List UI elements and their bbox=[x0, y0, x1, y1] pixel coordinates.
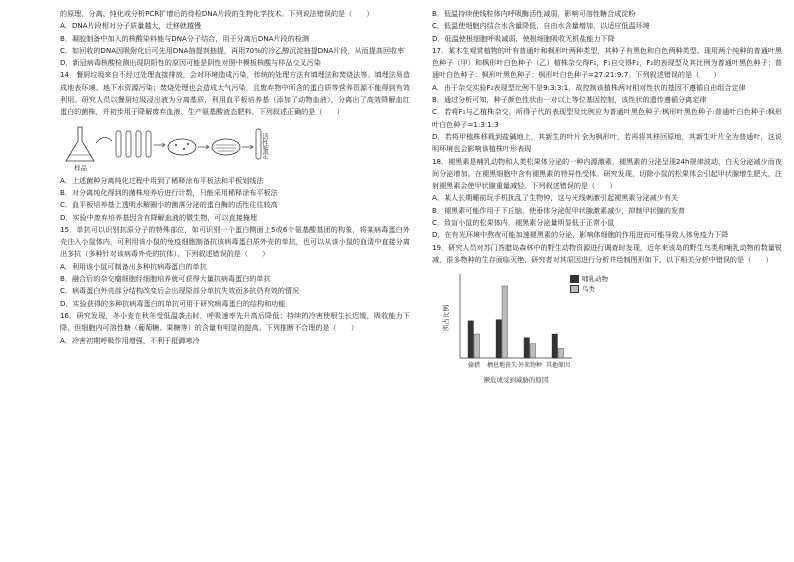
legend-label-bird: 鸟类 bbox=[582, 285, 595, 294]
bar-bird-2 bbox=[530, 344, 536, 358]
legend-item-mammal bbox=[570, 274, 608, 284]
q14-procedure-figure bbox=[60, 121, 410, 173]
question-16-stem: 16．研究发现，冬小麦在秋冬受低温袭击时，呼吸速率先升高后降低；持续的冷害使根生长迟缓，吸收能力下降，但细胞内可溶性糖（葡萄糖、果糖等）的含量有明显的提高。下列推断不合理的是（ ） bbox=[60, 310, 410, 333]
bar-mammal-0 bbox=[468, 321, 474, 358]
question-19-stem: 19．研究人员对苏门答腊岛森林中的野生动物资源进行调查时发现，近年来该岛的野生鸟类和哺乳动物的数量锐减，很多物种的生存面临灭绝，研究者对其原因进行分析并绘制图形如下，以下相关分析中错误的是（ ） bbox=[432, 242, 782, 264]
bar-mammal-3 bbox=[552, 334, 558, 358]
y-axis-label: 所占比例 bbox=[442, 305, 450, 332]
q18-option-d: D．在有光环境中熬夜可能加速褪黑素的分泌，影响体细胞的作用进而可能导致人体免疫力下降 bbox=[432, 230, 729, 240]
q13-option-c: C．如回收的DNA因吸附化后可先用DNA抽提剂抽提，再用70%的冷乙醇沉淀抽提DNA片段，从而提高回收率 bbox=[60, 45, 405, 55]
lab-procedure-diagram bbox=[60, 121, 290, 173]
petri-dish-streak-icon bbox=[212, 139, 240, 155]
bar-bird-0 bbox=[474, 334, 480, 358]
q15-option-c: C．病毒蛋白外壳部分结构改变后会出现原部分单抗失效而多抗仍有效的情况 bbox=[60, 286, 300, 296]
petri-dish-icon bbox=[168, 139, 196, 155]
legend-swatch-bird bbox=[570, 285, 579, 293]
q17-option-d: D．若将甲植株移栽到盐碱地上，其新生的叶片全为枫形叶，若再将其移回原地，其新生叶片全为普通叶，这说明环境也会影响该植株叶形表现 bbox=[432, 131, 782, 154]
q14-option-b: B．对分离纯化得到的菌株培养后进行计数，只能采用稀释涂布平板法 bbox=[60, 187, 278, 197]
q15-option-a: A．利用该小鼠可制备出多种抗病毒蛋白的单抗 bbox=[60, 261, 207, 271]
test-tubes-icon bbox=[116, 131, 151, 157]
q14-option-c: C．血平板培养基上透明水解圈小的菌落分泌的蛋白酶的活性往往较高 bbox=[60, 200, 278, 210]
q17-option-b: B．通过分析可知，种子颜色性状由一对以上等位基因控制，该性状的遗传遵循分离定律 bbox=[432, 95, 707, 105]
q15-option-b: B．融合后的杂交瘤细胞经细胞培养就可获得大量抗病毒蛋白的单抗 bbox=[60, 274, 271, 284]
threat-causes-chart bbox=[442, 268, 632, 398]
q18-option-b: B．褪黑素可能作用于下丘脑，使垂体分泌促甲状腺激素减少，抑制甲状腺的发育 bbox=[432, 205, 686, 215]
q14-option-a: A．上述菌种分离纯化过程中用到了稀释涂布平板法和平板划线法 bbox=[60, 175, 264, 185]
q14-option-d: D．实验中废弃培养基因含有降解血液的微生物，可以直接掩埋 bbox=[60, 212, 257, 222]
right-column bbox=[432, 8, 782, 398]
question-13-stem: 的原理，分离、纯化或分析PCR扩增后的待检DNA片段的生物化学技术。下列说法错误的是（ ） bbox=[60, 9, 374, 18]
legend-item-bird bbox=[570, 284, 608, 294]
legend-swatch-mammal bbox=[570, 275, 579, 283]
bar-bird-3 bbox=[558, 349, 564, 359]
left-column bbox=[60, 8, 410, 347]
bar-mammal-2 bbox=[524, 338, 530, 358]
q16-option-a: A．冷害初期呼吸作用增强，不利于抵御寒冷 bbox=[60, 335, 200, 345]
q13-option-b: B．凝胶制备中加入的核酸染料能与DNA分子结合，用于分离后DNA片段的检测 bbox=[60, 33, 309, 43]
flask-icon bbox=[66, 127, 94, 161]
bar-bird-1 bbox=[502, 286, 508, 358]
question-18-stem: 18．褪黑素是哺乳动物和人类松果体分泌的一种内源激素，褪黑素的分泌呈现24h规律波动，白天分泌减少而夜间分泌增加。在褪黑细胞中含有褪黑素的特异性受体。研究发现，切除小鼠的松果体会引起甲状腺增生肥大，注射褪黑素会使甲状腺重量减轻。下列叙述错误的是（ ） bbox=[432, 156, 782, 191]
activity-label: 活性鉴定 bbox=[261, 132, 269, 159]
q13-option-a: A．DNA片段相对分子质量越大，迁移就越慢 bbox=[60, 21, 202, 31]
x-tick-label: 栖息地丧失 bbox=[486, 362, 518, 370]
q16-option-d: D．低温使根细胞呼吸减弱，使根细胞吸收无机盐能力下降 bbox=[432, 33, 615, 43]
question-14-stem: 14．餐厨垃圾来自不经过处理直接排放，会对环境造成污染，传统的处理方法有填埋法和焚烧法等。填埋法易造成地表环境、地下水资源污染；焚烧处理也会造成大气污染，且废弃物中所含的蛋白质等营养资源不能得到有效利用。研究人员以餐厨垃圾浸出液为分离基质，利用血平板培养基（添加了动物血液），分离出了高效降解血红蛋白的菌株，并初步用于降解废弃血液、生产氨基酸液态肥料。下列叙述正确的是（ ） bbox=[60, 70, 410, 117]
q16-option-b: B．低温持续使线粒体内呼吸酶活性减弱，影响可溶性糖合成淀粉 bbox=[432, 9, 636, 18]
sample-label: 样品 bbox=[74, 163, 87, 172]
x-tick-label: 外来物种 bbox=[517, 362, 543, 370]
q15-option-d: D．实验获得的多种抗病毒蛋白的单抗可用于研究病毒蛋白的结构和功能 bbox=[60, 298, 286, 308]
q18-option-c: C．致盲小鼠的松果体内，褪黑素分泌量明显低于正常小鼠 bbox=[432, 218, 615, 228]
x-tick-label: 偷猎 bbox=[467, 362, 481, 370]
chart-legend bbox=[570, 274, 608, 294]
q17-option-c: C．若将F₁与乙植株杂交，所得子代的表现型及比例应为普通叶黑色种子:枫形叶黑色种子:普通叶白色种子:枫形叶白色种子=1:3:1:3 bbox=[432, 107, 782, 129]
q17-option-a: A．由于杂交实验F₂表现型比例不是9:3:3:1，故控制该植株两对相对性状的基因不遵循自由组合定律 bbox=[432, 82, 746, 92]
legend-label-mammal: 哺乳动物 bbox=[582, 275, 608, 284]
q13-option-d: D．新冠病毒核酸检测出现阴阳性的原因可能是阴性对照中模板核酸与样品交叉污染 bbox=[60, 58, 321, 68]
question-15-stem: 15．单抗可以识别抗原分子的特殊部位，如可识别一个蛋白侧面上5或6个氨基酸基团的构象，将某病毒蛋白外壳注入小鼠体内，可利用该小鼠的免疫细胞制备抗该病毒蛋白质外壳的单抗，也可以从该小鼠的血清中直接分离出多抗（多种针对该病毒外壳的抗体）。下列叙述错误的是（ ） bbox=[60, 224, 410, 259]
q16-option-c: C．低温使细胞内结合水含量降低，自由水含量增加，以适应低温环境 bbox=[432, 21, 650, 31]
question-17-stem: 17．某木生观赏植物的叶有普通叶和枫形叶两种类型，其种子有黑色和白色两种类型。现用两个纯种的普通叶黑色种子（甲）和枫形叶白色种子（乙）植株杂交得F₁，F₁自交得F₂，F₂的表现型及其比例为普通叶黑色种子：普通叶白色种子：枫形叶黑色种子：枫形叶白色种子=27:21:9:7。下列叙述错误的是（ ） bbox=[432, 45, 782, 80]
x-axis-label: 濒危或受到威胁的原因 bbox=[483, 376, 549, 385]
bar-mammal-1 bbox=[496, 320, 502, 358]
q18-option-a: A．某人长期睡前玩手机扰乱了生物钟，这与光线刺激引起褪黑素分泌减少有关 bbox=[432, 193, 679, 203]
x-tick-label: 其他原因 bbox=[545, 362, 571, 370]
